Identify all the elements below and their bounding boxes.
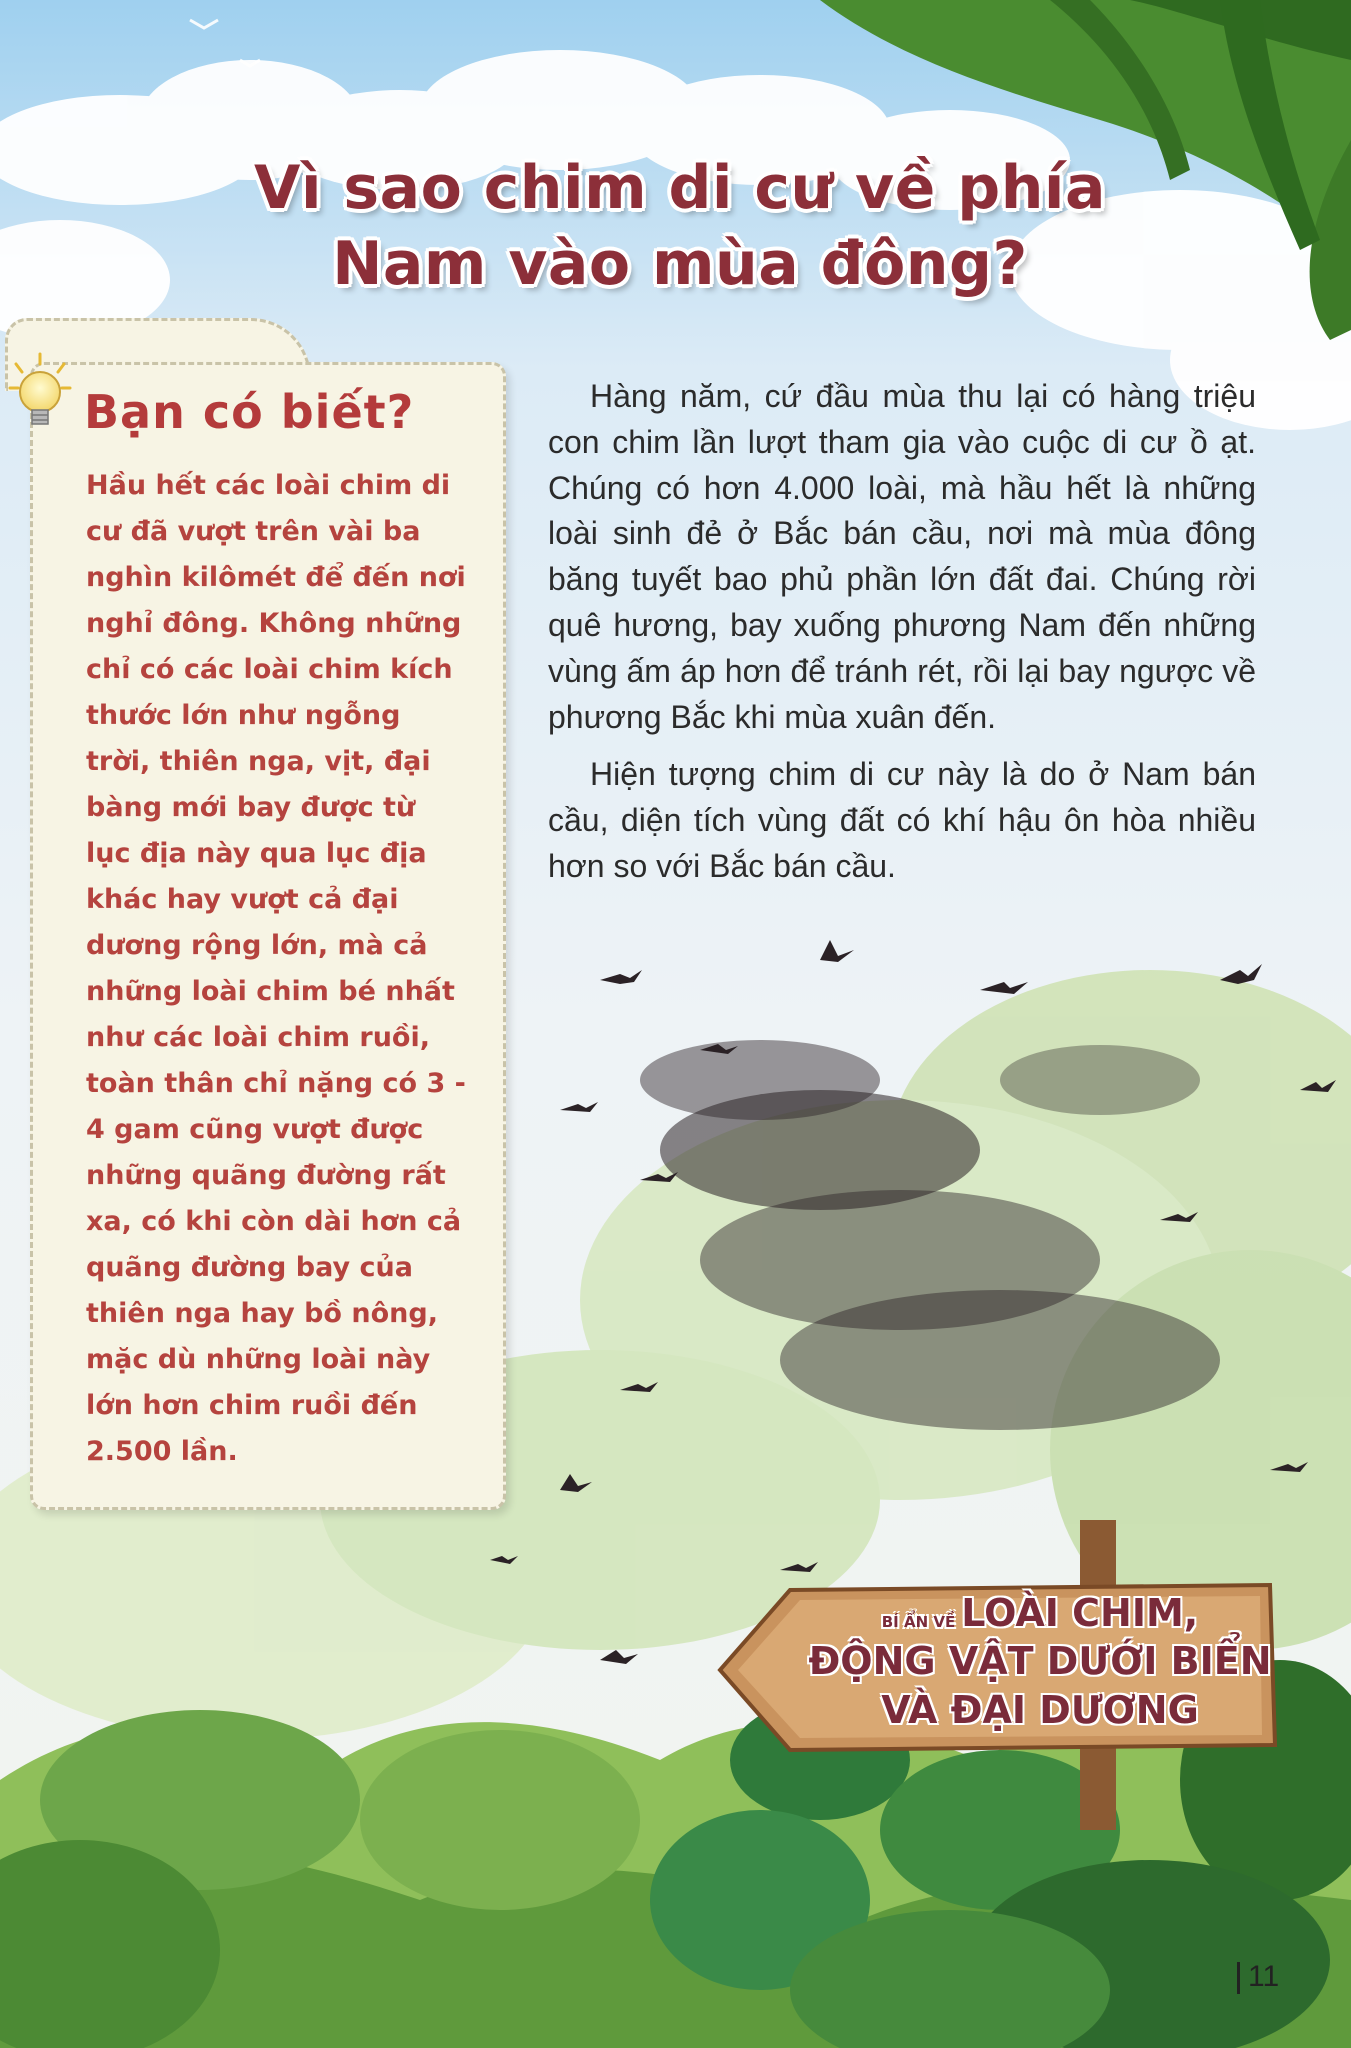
sign-line-1: LOÀI CHIM, [961,1591,1199,1635]
tip-heading: Bạn có biết? [84,385,415,439]
page-title [200,150,1160,302]
body-paragraph-1: Hàng năm, cứ đầu mùa thu lại có hàng triệu con chim lần lượt tham gia vào cuộc di cư ồ ạt. Chúng có hơn 4.000 loài, mà hầu hết là những loài sinh đẻ ở Bắc bán cầu, nơi mà mùa đông băng tuyết bao phủ phần lớn đất đai. Chúng rời quê hương, bay xuống phương Nam đến những vùng ấm áp hơn để tránh rét, rồi lại bay ngược về phương Bắc khi mùa xuân đến. [548,378,1256,735]
sign-small-label: BÍ ẨN VỀ [881,1612,956,1631]
page-number: 11 [1248,1960,1280,1993]
tip-text [86,463,466,1475]
title-line-2: Nam vào mùa đông? [332,229,1028,299]
body-text [548,374,1256,890]
sign-line-2: ĐỘNG VẬT DƯỚI BIỂN [808,1639,1272,1683]
page-number-divider [1237,1962,1240,1994]
title-line-1: Vì sao chim di cư về phía [254,153,1106,223]
lightbulb-icon [8,352,72,442]
body-paragraph-2: Hiện tượng chim di cư này là do ở Nam bán cầu, diện tích vùng đất có khí hậu ôn hòa nhiều hơn so với Bắc bán cầu. [548,756,1256,884]
sign-line-3: VÀ ĐẠI DƯƠNG [881,1688,1199,1732]
series-sign [800,1590,1280,1734]
tip-paragraph: Hầu hết các loài chim di cư đã vượt trên vài ba nghìn kilômét để đến nơi nghỉ đông. Không những chỉ có các loài chim kích thước lớn như ngỗng trời, thiên nga, vịt, đại bàng mới bay được từ lục địa này qua lục địa khác hay vượt cả đại dương rộng lớn, mà cả những loài chim bé nhất như các loài chim ruồi, toàn thân chỉ nặng có 3 - 4 gam cũng vượt được những quãng đường rất xa, có khi còn dài hơn cả quãng đường bay của thiên nga hay bồ nông, mặc dù những loài này lớn hơn chim ruồi đến 2.500 lần. [86,470,466,1467]
